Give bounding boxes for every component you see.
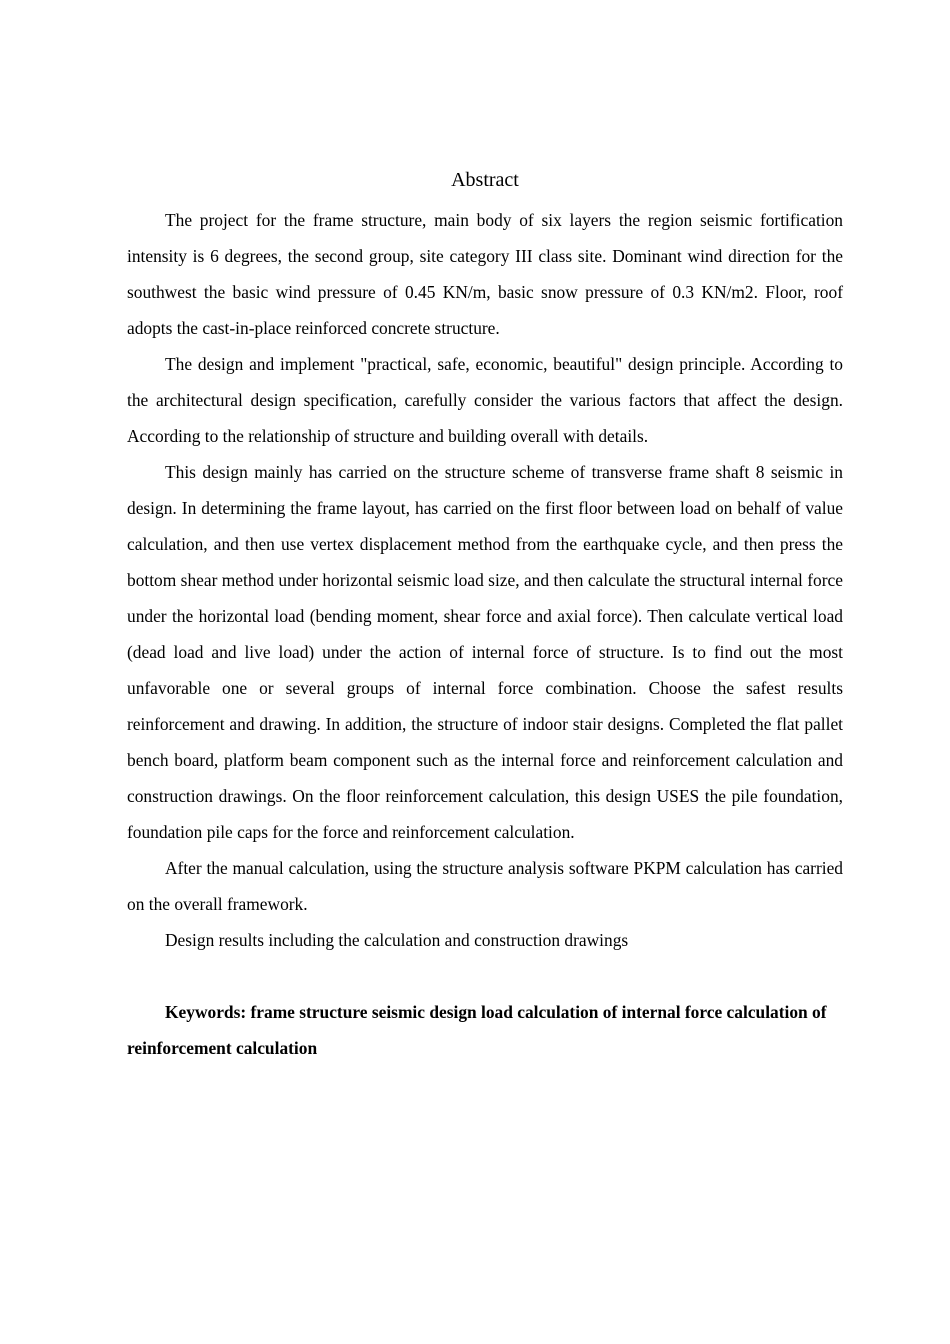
abstract-paragraph-4: After the manual calculation, using the structure analysis software PKPM calculation has carried on the overall framework.: [127, 858, 843, 914]
abstract-section: [127, 166, 843, 1066]
abstract-paragraph-5: Design results including the calculation and construction drawings: [165, 930, 629, 950]
keywords-line: Keywords: frame structure seismic design load calculation of internal force calculation of reinforcement calculation: [127, 1002, 827, 1058]
abstract-paragraph-1: The project for the frame structure, main body of six layers the region seismic fortification intensity is 6 degrees, the second group, site category III class site. Dominant wind direction for the southwest the basic wind pressure of 0.45 KN/m, basic snow pressure of 0.3 KN/m2. Floor, roof adopts the cast-in-place reinforced concrete structure.: [127, 210, 843, 338]
blank-line: [127, 958, 843, 994]
abstract-paragraph-3: This design mainly has carried on the structure scheme of transverse frame shaft 8 seismic in design. In determining the frame layout, has carried on the first floor between load on behalf of value calculation, and then use vertex displacement method from the earthquake cycle, and then press the bottom shear method under horizontal seismic load size, and then calculate the structural internal force under the horizontal load (bending moment, shear force and axial force). Then calculate vertical load (dead load and live load) under the action of internal force of structure. Is to find out the most unfavorable one or several groups of internal force combination. Choose the safest results reinforcement and drawing. In addition, the structure of indoor stair designs. Completed the flat pallet bench board, platform beam component such as the internal force and reinforcement calculation and construction drawings. On the floor reinforcement calculation, this design USES the pile foundation, foundation pile caps for the force and reinforcement calculation.: [127, 462, 843, 842]
abstract-title: Abstract: [451, 169, 519, 191]
abstract-paragraph-2: The design and implement "practical, safe, economic, beautiful" design principle. According to the architectural design specification, carefully consider the various factors that affect the design. According to the relationship of structure and building overall with details.: [127, 354, 843, 446]
